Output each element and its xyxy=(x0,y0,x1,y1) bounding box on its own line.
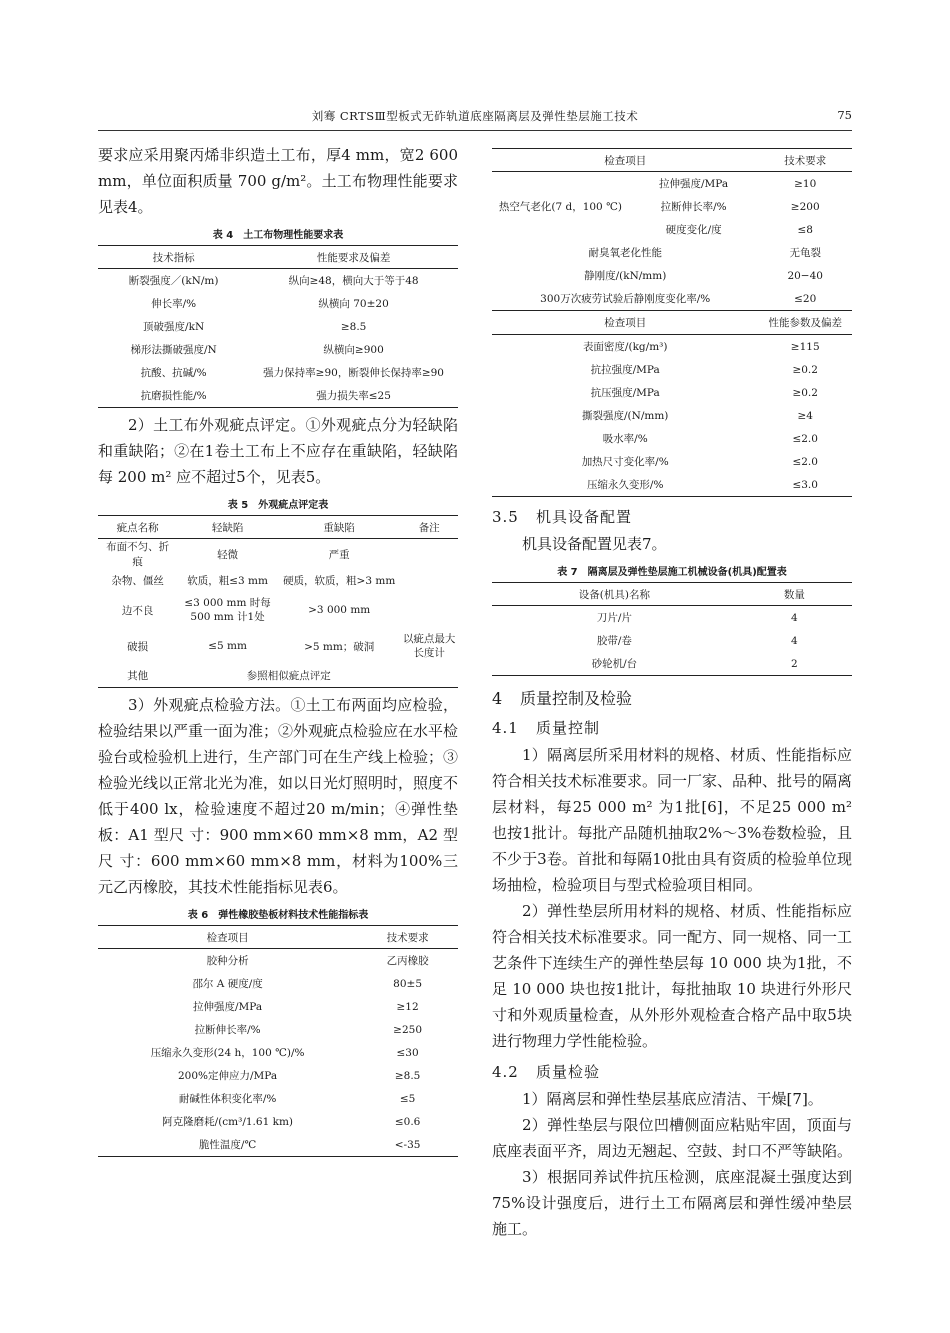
table-cell: 抗压强度/MPa xyxy=(590,387,660,399)
table-cell: 吸水率/% xyxy=(602,433,648,445)
table-cell: 300万次疲劳试验后静刚度变化率/% xyxy=(540,293,711,305)
table5-header: 重缺陷 xyxy=(278,516,400,539)
table-cell: 抗拉强度/MPa xyxy=(590,364,660,376)
table6-continued xyxy=(492,148,852,497)
paragraph-4-1-2: 2）弹性垫层所用材料的规格、材质、性能指标应符合相关技术标准要求。同一配方、同一规格、同一工艺条件下连续生产的弹性垫层每 10 000 块为1批，不足 10 000 块也按1批计，每批抽取 10 块进行外形尺寸和外观质量检查，从外形外观检查合格产品中取5块进行物理力学性能检验。 xyxy=(492,902,853,1050)
table-row xyxy=(98,338,458,361)
table-row xyxy=(98,269,458,293)
paragraph-4-1-1: 1）隔离层所采用材料的规格、材质、性能指标应符合相关技术标准要求。同一厂家、品种、批号的隔离层材料，每25 000 m² 为1批[6]，不足25 000 m² 也按1批计。每批产品随机抽取2%～3%卷数检验，且不少于3卷。首批和每隔10批由具有资质的检验单位现场抽检，检验项目与型式检验项目相同。 xyxy=(492,746,853,894)
table-cell: 严重 xyxy=(328,548,350,561)
section-title: 质量检验 xyxy=(536,1063,601,1081)
table-cell: 阿克隆磨耗/(cm³/1.61 km) xyxy=(162,1116,294,1128)
table-row xyxy=(492,358,852,381)
table-cell: 静刚度/(kN/mm) xyxy=(584,270,667,282)
table-row xyxy=(98,1018,458,1041)
table-row xyxy=(492,427,852,450)
section-title: 机具设备配置 xyxy=(536,508,633,526)
table-cell: ≤0.6 xyxy=(394,1115,421,1128)
table-cell: ≤5 mm xyxy=(208,640,247,652)
paragraph-4-2-3: 3）根据同养试件抗压检测，底座混凝土强度达到75%设计强度后，进行土工布隔离层和弹性缓冲垫层施工。 xyxy=(492,1168,852,1238)
table-row xyxy=(98,569,458,592)
table-row xyxy=(98,628,458,664)
table-cell xyxy=(400,539,458,570)
paragraph-4-2-2: 2）弹性垫层与限位凹槽侧面应粘贴牢固，顶面与底座表面平齐，周边无翘起、空鼓、封口不严等缺陷。 xyxy=(492,1116,853,1160)
paragraph-3: 3）外观疵点检验方法。①土工布两面均应检验，检验结果以严重一面为准；②外观疵点检验应在水平检验台或检验机上进行，生产部门可在生产线上检验；③检验光线以正常北光为准，如以日光灯照明时，照度不低于400 lx，检验速度不超过20 m/min；④弹性垫板：A1 型尺 寸：900 mm×60 mm×8 mm，A2 型 尺 寸：600 mm×60 mm×8 mm，材料为100%三元乙丙橡胶，其技术性能指标见表6。 xyxy=(98,696,459,896)
table6-cont-header: 检查项目 xyxy=(492,149,758,172)
table-row xyxy=(98,592,458,628)
table-cell: 2 xyxy=(791,657,798,670)
table-cell: 邵尔 A 硬度/度 xyxy=(192,978,263,990)
table-cell: 参照相似疵点评定 xyxy=(246,670,331,682)
table-cell: 纵向≥48，横向大于等于48 xyxy=(288,275,419,287)
running-header xyxy=(98,108,852,131)
table7 xyxy=(492,582,852,676)
table4-caption: 表 4 土工布物理性能要求表 xyxy=(212,230,344,241)
table-cell: >3 000 mm xyxy=(308,604,371,616)
table-subheader: 性能参数及偏差 xyxy=(758,311,852,335)
page-number: 75 xyxy=(837,108,852,122)
section-number: 4 xyxy=(492,689,503,708)
section-heading-4-2 xyxy=(492,1060,852,1084)
table-cell: ≤2.0 xyxy=(792,455,818,468)
table-row xyxy=(98,1133,458,1157)
table-cell: 拉伸强度/MPa xyxy=(193,1001,263,1013)
table6-header: 检查项目 xyxy=(98,926,357,949)
table-cell: >5 mm；破洞 xyxy=(304,640,375,653)
table-cell xyxy=(400,592,458,628)
table-cell: 加热尺寸变化率/% xyxy=(581,456,669,468)
table6 xyxy=(98,925,458,1157)
table-row xyxy=(98,1110,458,1133)
table-cell: 刀片/片 xyxy=(596,612,632,624)
table-cell: 抗磨损性能/% xyxy=(140,390,207,402)
table-cell: ≥0.2 xyxy=(792,386,818,399)
paragraph-2: 2）土工布外观疵点评定。①外观疵点分为轻缺陷和重缺陷；②在1卷土工布上不应存在重缺陷，轻缺陷每 200 m² 应不超过5个，见表5。 xyxy=(98,416,458,486)
table-row xyxy=(492,381,852,404)
table-cell: <-35 xyxy=(394,1138,421,1151)
table-subheader: 检查项目 xyxy=(492,311,758,335)
table-cell: 硬度变化/度 xyxy=(665,224,722,236)
table-cell: 轻微 xyxy=(217,548,239,561)
table7-caption: 表 7 隔离层及弹性垫层施工机械设备(机具)配置表 xyxy=(557,567,787,578)
table-group-label: 热空气老化(7 d，100 ℃) xyxy=(498,201,622,213)
table-cell: 纵横向 70±20 xyxy=(318,298,389,310)
right-column xyxy=(492,148,852,1242)
section-number: 4.1 xyxy=(492,719,519,737)
table5-header: 疵点名称 xyxy=(98,516,177,539)
table-cell: 压缩永久变形(24 h，100 ℃)/% xyxy=(150,1047,305,1059)
table-row xyxy=(98,539,458,570)
table-cell: ≤8 xyxy=(797,223,813,236)
table4-header: 技术指标 xyxy=(98,246,249,269)
table-cell: ≤2.0 xyxy=(792,432,818,445)
table-row xyxy=(98,1041,458,1064)
table4 xyxy=(98,245,458,408)
table-row xyxy=(492,404,852,427)
table-cell: 4 xyxy=(791,634,798,647)
table-cell: ≤20 xyxy=(794,292,817,305)
table-row xyxy=(98,361,458,384)
running-header-title: 刘骞 CRTSⅢ型板式无砟轨道底座隔离层及弹性垫层施工技术 xyxy=(311,109,639,123)
paragraph-3-5: 机具设备配置见表7。 xyxy=(522,535,667,553)
table5 xyxy=(98,515,458,688)
table-row xyxy=(98,292,458,315)
table-cell: 耐臭氧老化性能 xyxy=(588,247,662,259)
table-cell: ≥10 xyxy=(794,177,817,190)
table-row xyxy=(492,264,852,287)
table-cell: 拉断伸长率/% xyxy=(660,201,727,213)
table6-caption: 表 6 弹性橡胶垫板材料技术性能指标表 xyxy=(187,910,369,921)
section-heading-4-1 xyxy=(492,716,852,740)
section-number: 4.2 xyxy=(492,1063,519,1081)
table-row xyxy=(98,664,458,688)
section-number: 3.5 xyxy=(492,508,519,526)
table-cell: 抗酸、抗碱/% xyxy=(140,367,207,379)
table-cell: 4 xyxy=(791,611,798,624)
table-row xyxy=(492,629,852,652)
table6-header: 技术要求 xyxy=(357,926,458,949)
table-cell: 胶种分析 xyxy=(206,955,249,967)
section-heading-3-5 xyxy=(492,505,852,529)
table-row xyxy=(492,450,852,473)
table-cell: 破损 xyxy=(127,640,149,653)
left-column xyxy=(98,142,458,1157)
table-cell: 顶破强度/kN xyxy=(143,321,205,333)
section-title: 质量控制 xyxy=(536,719,601,737)
table-row xyxy=(98,1064,458,1087)
table-cell: 拉断伸长率/% xyxy=(194,1024,261,1036)
table-row xyxy=(98,1087,458,1110)
table-cell: ≥200 xyxy=(790,200,820,213)
table-cell: 伸长率/% xyxy=(151,298,197,310)
table-cell: 脆性温度/℃ xyxy=(198,1139,257,1151)
table-cell: 强力损失率≤25 xyxy=(316,390,391,402)
table5-header: 备注 xyxy=(400,516,458,539)
table-row xyxy=(492,606,852,630)
table-cell: ≥12 xyxy=(396,1000,419,1013)
table-row xyxy=(98,949,458,973)
table4-header: 性能要求及偏差 xyxy=(249,246,458,269)
table-cell: ≥4 xyxy=(797,409,813,422)
table-row xyxy=(492,287,852,311)
table-cell-empty xyxy=(400,664,458,688)
table-cell: 胶带/卷 xyxy=(596,635,632,647)
table-cell: 砂轮机/台 xyxy=(591,658,638,670)
table-row xyxy=(98,315,458,338)
table-cell: 200%定伸应力/MPa xyxy=(178,1070,278,1082)
table-row xyxy=(492,335,852,359)
table7-header: 数量 xyxy=(737,583,852,606)
table-cell: 表面密度/(kg/m³) xyxy=(582,341,668,353)
table-cell: 以疵点最大长度计 xyxy=(402,633,456,659)
table-cell: 压缩永久变形/% xyxy=(586,479,664,491)
table-cell: 边不良 xyxy=(121,604,154,617)
table5-header: 轻缺陷 xyxy=(177,516,278,539)
table-cell: 强力保持率≥90，断裂伸长保持率≥90 xyxy=(263,367,444,379)
table-cell: 其他 xyxy=(127,670,149,682)
table-cell: ≤30 xyxy=(396,1046,419,1059)
table-cell: 梯形法撕破强度/N xyxy=(130,344,217,356)
table-cell: ≤3.0 xyxy=(792,478,818,491)
table7-header: 设备(机具)名称 xyxy=(492,583,737,606)
table-row xyxy=(492,241,852,264)
table-subheader-row xyxy=(492,311,852,335)
table-cell: ≥0.2 xyxy=(792,363,818,376)
table-cell xyxy=(400,569,458,592)
table-cell: ≥115 xyxy=(790,340,820,353)
table-cell: 杂物、僵丝 xyxy=(111,575,164,587)
table-cell: 软质，粗≤3 mm xyxy=(187,575,268,587)
table-row xyxy=(98,995,458,1018)
table-cell: 80±5 xyxy=(393,977,423,990)
table-cell: 乙丙橡胶 xyxy=(386,955,429,967)
table-cell: 硬质，软质，粗>3 mm xyxy=(283,575,396,587)
table-cell: 断裂强度／(kN/m) xyxy=(128,275,219,287)
section-title: 质量控制及检验 xyxy=(520,689,633,708)
table-cell: ≥8.5 xyxy=(340,320,367,333)
table-row xyxy=(98,972,458,995)
table-cell: 耐碱性体积变化率/% xyxy=(178,1093,277,1105)
table-cell: 拉伸强度/MPa xyxy=(659,178,729,190)
table-cell: ≥250 xyxy=(393,1023,423,1036)
table5-caption: 表 5 外观疵点评定表 xyxy=(227,500,329,511)
table-row xyxy=(98,384,458,408)
table-cell: 无龟裂 xyxy=(789,247,821,259)
table-cell: 20−40 xyxy=(787,269,823,282)
table-row xyxy=(492,652,852,676)
paragraph-4-2-1: 1）隔离层和弹性垫层基底应清洁、干燥[7]。 xyxy=(522,1090,823,1108)
table-row xyxy=(492,172,852,196)
section-heading-4 xyxy=(492,686,852,712)
table-cell: 纵横向≥900 xyxy=(323,344,384,356)
table-cell: ≥8.5 xyxy=(394,1069,421,1082)
table-cell: ≤3 000 mm 时每 500 mm 计1处 xyxy=(184,597,271,623)
paragraph-intro: 要求应采用聚丙烯非织造土工布，厚4 mm，宽2 600 mm，单位面积质量 700 g/m²。土工布物理性能要求见表4。 xyxy=(98,146,458,216)
table6-cont-header: 技术要求 xyxy=(758,149,852,172)
table-cell: ≤5 xyxy=(399,1092,416,1105)
table-cell: 撕裂强度/(N/mm) xyxy=(582,410,669,422)
table-cell: 布面不匀、折痕 xyxy=(106,541,170,568)
table-row xyxy=(492,473,852,497)
